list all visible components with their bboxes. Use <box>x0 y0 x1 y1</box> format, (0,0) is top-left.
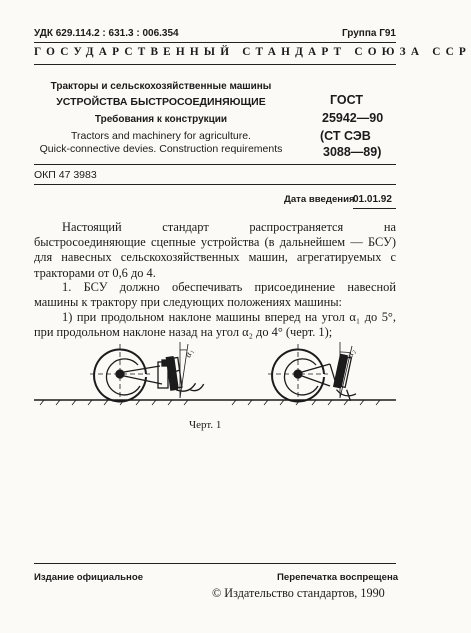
copyright: © Издательство стандартов, 1990 <box>212 586 385 600</box>
st-sev-label: (СТ СЭВ <box>320 129 371 143</box>
title-en-line2: Quick-connective devies. Construction requirements <box>39 143 283 155</box>
figure-caption: Черт. 1 <box>189 419 222 431</box>
paragraph-1: 1. БСУ должно обеспечивать присоединение навесной машины к трактору при следующих положениях машины: <box>34 280 396 310</box>
reprint-prohibited: Перепечатка воспрещена <box>277 572 399 583</box>
figure-1-drawing <box>0 340 427 415</box>
alpha2-label: α₂ <box>344 347 357 359</box>
machine-left <box>166 352 205 394</box>
okp-code: ОКП 47 3983 <box>34 169 97 181</box>
okp-rule <box>34 184 396 185</box>
tractor-right <box>268 344 336 402</box>
date-intro-value: 01.01.92 <box>353 194 392 205</box>
tractor-left <box>90 344 180 402</box>
official-edition: Издание официальное <box>34 572 144 583</box>
title-block-rule <box>34 164 396 165</box>
title-en-line1: Tractors and machinery for agriculture. <box>71 130 251 142</box>
gost-label: ГОСТ <box>330 93 363 107</box>
header-bottom-rule <box>34 64 396 65</box>
paragraph-1-item-1: 1) при продольном наклоне машины вперед на угол α₁ до 5°, при продольном наклоне назад на угол α₂ до 4° (черт. 1); <box>34 310 396 340</box>
header-top-rule <box>34 42 396 43</box>
udk-code: УДК 629.114.2 : 631.3 : 006.354 <box>34 28 179 39</box>
gost-number: 25942—90 <box>322 111 384 125</box>
intro-paragraph: Настоящий стандарт распространяется на быстросоединяющие сцепные устройства (в дальнейшем — БСУ) для навесных сельскохозяйственных машин, агрегатируемых с тракторами от 0,6 до 4. <box>34 220 396 280</box>
group-code: Группа Г91 <box>341 28 396 39</box>
date-intro-label: Дата введения <box>284 194 355 205</box>
date-underline <box>353 208 396 209</box>
machine-right <box>331 354 364 402</box>
alpha1-label: α₁ <box>182 347 195 359</box>
title-ru-line2: УСТРОЙСТВА БЫСТРОСОЕДИНЯЮЩИЕ <box>56 96 266 108</box>
gost-union-title: ГОСУДАРСТВЕННЫЙ СТАНДАРТ СОЮЗА ССР <box>34 46 471 58</box>
title-ru-line1: Тракторы и сельскохозяйственные машины <box>50 81 272 92</box>
st-sev-number: 3088—89) <box>323 145 382 159</box>
footer-rule <box>34 563 396 564</box>
title-ru-line3: Требования к конструкции <box>94 114 228 125</box>
